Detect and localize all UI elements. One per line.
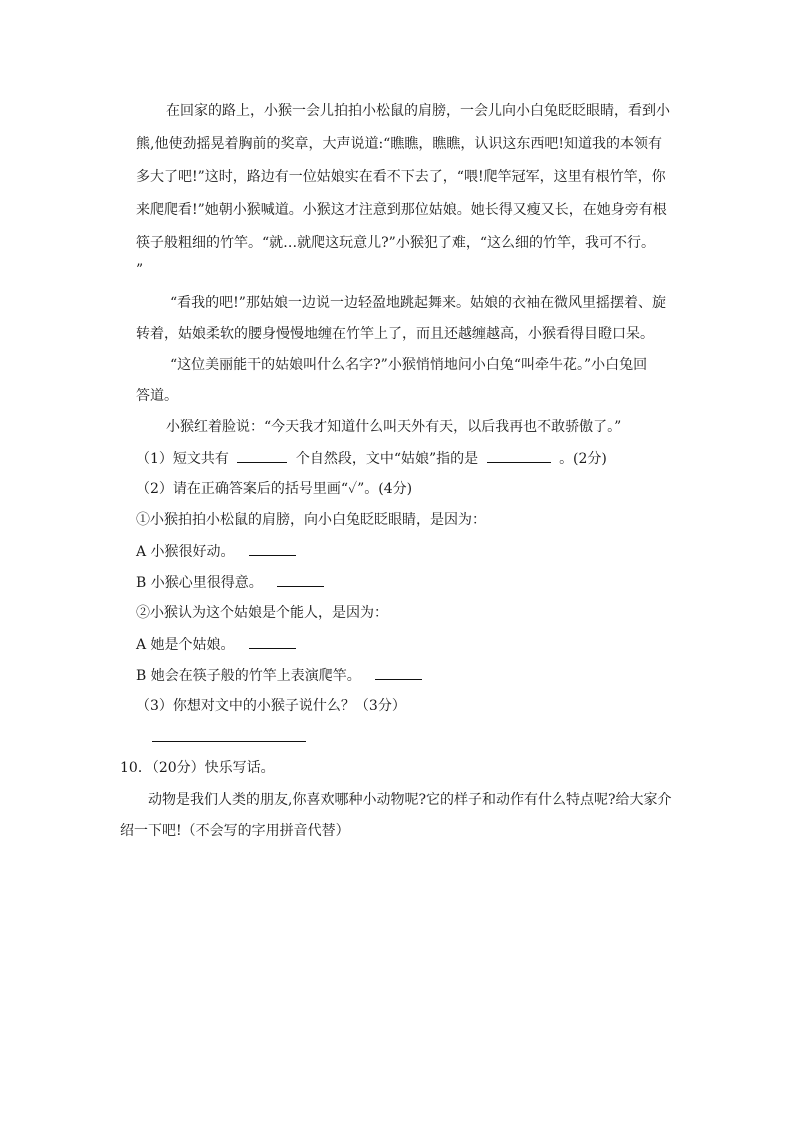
- answer-blank-option-2a[interactable]: [249, 636, 296, 649]
- option-label: A 小猴很好动。: [136, 544, 235, 560]
- question-3: （3）你想对文中的小猴子说什么？（3分）: [136, 698, 406, 714]
- story-line: 答道。: [136, 388, 178, 404]
- story-line: ”: [136, 262, 144, 278]
- question-2-sub-2: ②小猴认为这个姑娘是个能人，是因为：: [136, 605, 388, 621]
- answer-line-question-3[interactable]: [152, 740, 306, 742]
- story-line: 小猴红着脸说：“今天我才知道什么叫天外有天，以后我再也不敢骄傲了。”: [166, 419, 622, 435]
- question-1-text-a: （1）短文共有: [136, 451, 229, 467]
- question-1-text-b: 个自然段，文中“姑娘”指的是: [295, 451, 479, 467]
- writing-prompt-line: 动物是我们人类的朋友,你喜欢哪种小动物呢?它的样子和动作有什么特点呢?给大家介: [148, 792, 672, 808]
- writing-prompt-line: 绍一下吧!（不会写的字用拼音代替）: [120, 823, 350, 839]
- answer-blank-girl-refers-to[interactable]: [487, 450, 551, 463]
- writing-title: 10．（20分）快乐写话。: [120, 760, 275, 776]
- story-line: “看我的吧!”那姑娘一边说一边轻盈地跳起舞来。姑娘的衣袖在微风里摇摆着、旋: [170, 295, 666, 311]
- option-row: [136, 574, 324, 591]
- story-line: 转着，姑娘柔软的腰身慢慢地缠在竹竿上了，而且还越缠越高，小猴看得目瞪口呆。: [136, 326, 654, 342]
- option-row: [136, 636, 296, 653]
- answer-blank-option-1a[interactable]: [249, 543, 296, 556]
- story-line: 多大了吧!”这时，路边有一位姑娘实在看不下去了，“喂!爬竿冠军，这里有根竹竿，你: [136, 169, 666, 185]
- option-row: [136, 667, 422, 684]
- answer-blank-option-1b[interactable]: [277, 574, 324, 587]
- option-label: B 她会在筷子般的竹竿上表演爬竿。: [136, 668, 361, 684]
- question-2: （2）请在正确答案后的括号里画“✓”。(4分): [136, 481, 413, 497]
- story-line: 来爬爬看!”她朝小猴喊道。小猴这才注意到那位姑娘。她长得又瘦又长，在她身旁有根: [136, 202, 667, 218]
- option-label: A 她是个姑娘。: [136, 637, 235, 653]
- story-line: 在回家的路上，小猴一会儿拍拍小松鼠的肩膀，一会儿向小白兔眨眨眼睛，看到小: [166, 103, 670, 119]
- question-1: [136, 450, 607, 467]
- story-line: 筷子般粗细的竹竿。“就…就爬这玩意儿?”小猴犯了难，“这么细的竹竿，我可不行。: [136, 235, 655, 251]
- answer-blank-option-2b[interactable]: [375, 667, 422, 680]
- story-line: 熊,他使劲摇晃着胸前的奖章，大声说道:“瞧瞧，瞧瞧，认识这东西吧!知道我的本领有: [136, 136, 662, 152]
- question-1-text-c: 。(2分): [559, 451, 607, 467]
- story-line: “这位美丽能干的姑娘叫什么名字?”小猴悄悄地问小白兔“叫牵牛花。”小白兔回: [170, 357, 648, 373]
- answer-blank-paragraph-count[interactable]: [237, 450, 287, 463]
- option-label: B 小猴心里很得意。: [136, 575, 263, 591]
- question-2-sub-1: ①小猴拍拍小松鼠的肩膀，向小白兔眨眨眼睛，是因为：: [136, 512, 486, 528]
- option-row: [136, 543, 296, 560]
